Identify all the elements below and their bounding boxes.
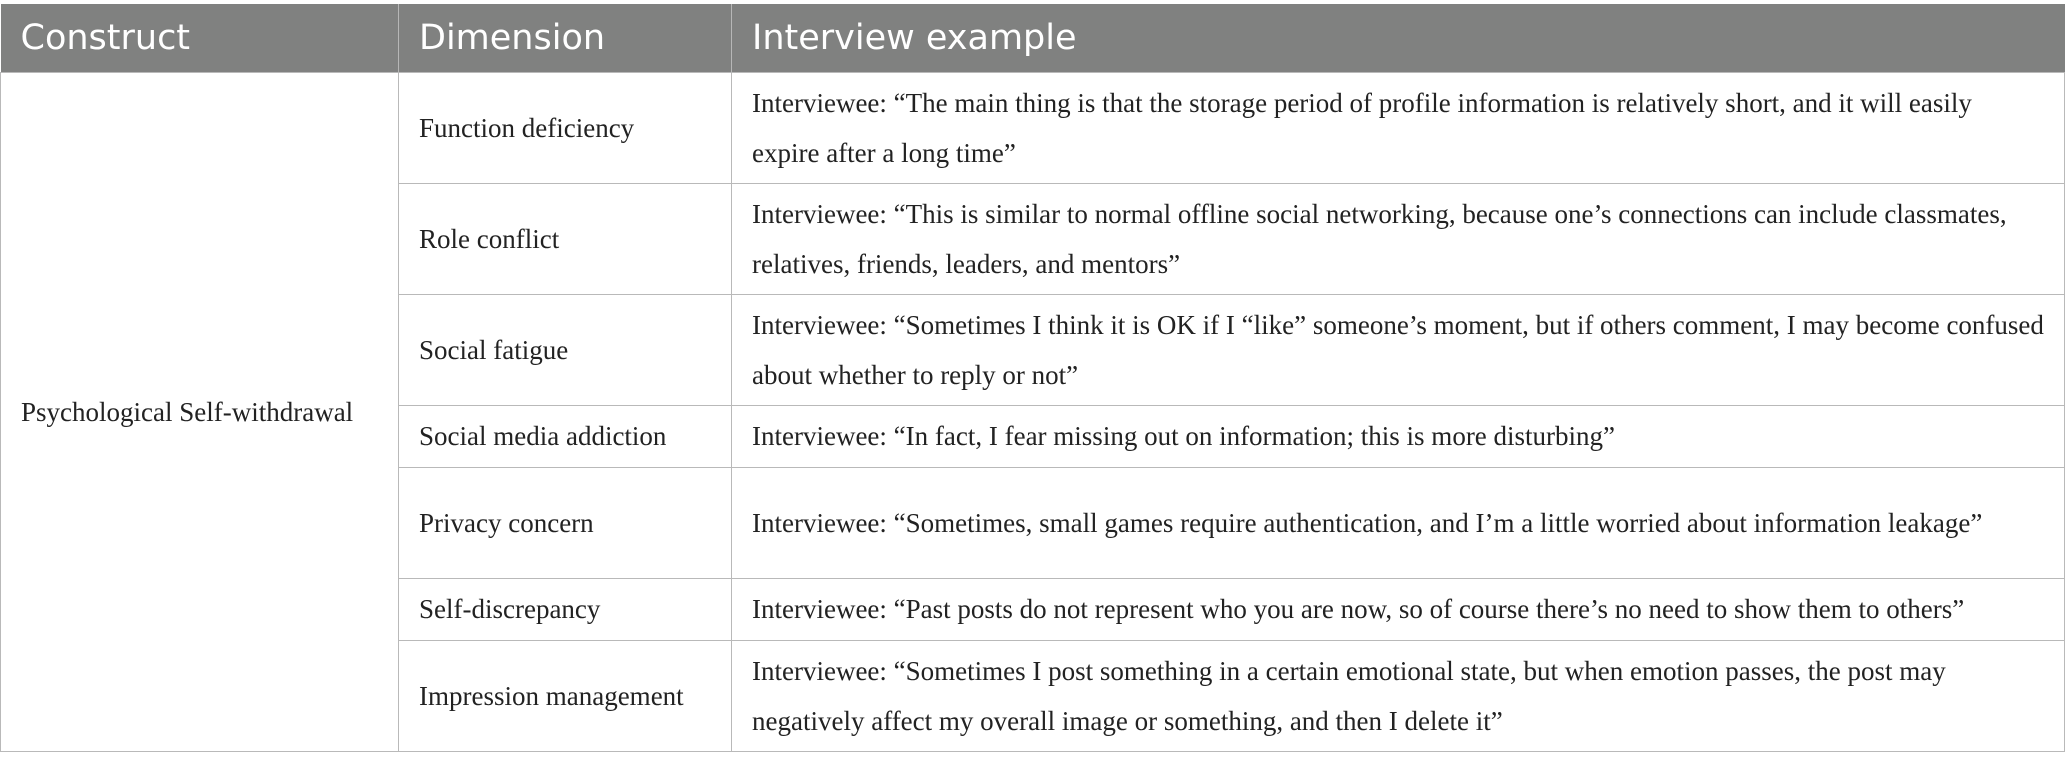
- header-construct: Construct: [1, 4, 399, 72]
- table-body: [1, 72, 2065, 751]
- example-cell: Interviewee: “Past posts do not represent who you are now, so of course there’s no need to show them to others”: [732, 578, 2065, 640]
- example-cell: Interviewee: “This is similar to normal offline social networking, because one’s connections can include classmates, relatives, friends, leaders, and mentors”: [732, 183, 2065, 294]
- example-cell: Interviewee: “Sometimes, small games require authentication, and I’m a little worried about information leakage”: [732, 467, 2065, 578]
- dimension-cell: Social fatigue: [399, 294, 732, 405]
- interview-table: [0, 4, 2065, 752]
- dimension-cell: Function deficiency: [399, 72, 732, 183]
- example-cell: Interviewee: “The main thing is that the storage period of profile information is relatively short, and it will easily expire after a long time”: [732, 72, 2065, 183]
- table-header: [1, 4, 2065, 72]
- dimension-cell: Social media addiction: [399, 405, 732, 467]
- header-interview-example: Interview example: [732, 4, 2065, 72]
- table-row: [1, 72, 2065, 183]
- dimension-cell: Privacy concern: [399, 467, 732, 578]
- interview-table-container: [0, 4, 2064, 752]
- dimension-cell: Role conflict: [399, 183, 732, 294]
- example-cell: Interviewee: “Sometimes I think it is OK if I “like” someone’s moment, but if others comment, I may become confused about whether to reply or not”: [732, 294, 2065, 405]
- header-row: [1, 4, 2065, 72]
- example-cell: Interviewee: “In fact, I fear missing out on information; this is more disturbing”: [732, 405, 2065, 467]
- header-dimension: Dimension: [399, 4, 732, 72]
- construct-cell: Psychological Self-withdrawal: [1, 72, 399, 751]
- dimension-cell: Impression management: [399, 640, 732, 751]
- example-cell: Interviewee: “Sometimes I post something in a certain emotional state, but when emotion passes, the post may negatively affect my overall image or something, and then I delete it”: [732, 640, 2065, 751]
- dimension-cell: Self-discrepancy: [399, 578, 732, 640]
